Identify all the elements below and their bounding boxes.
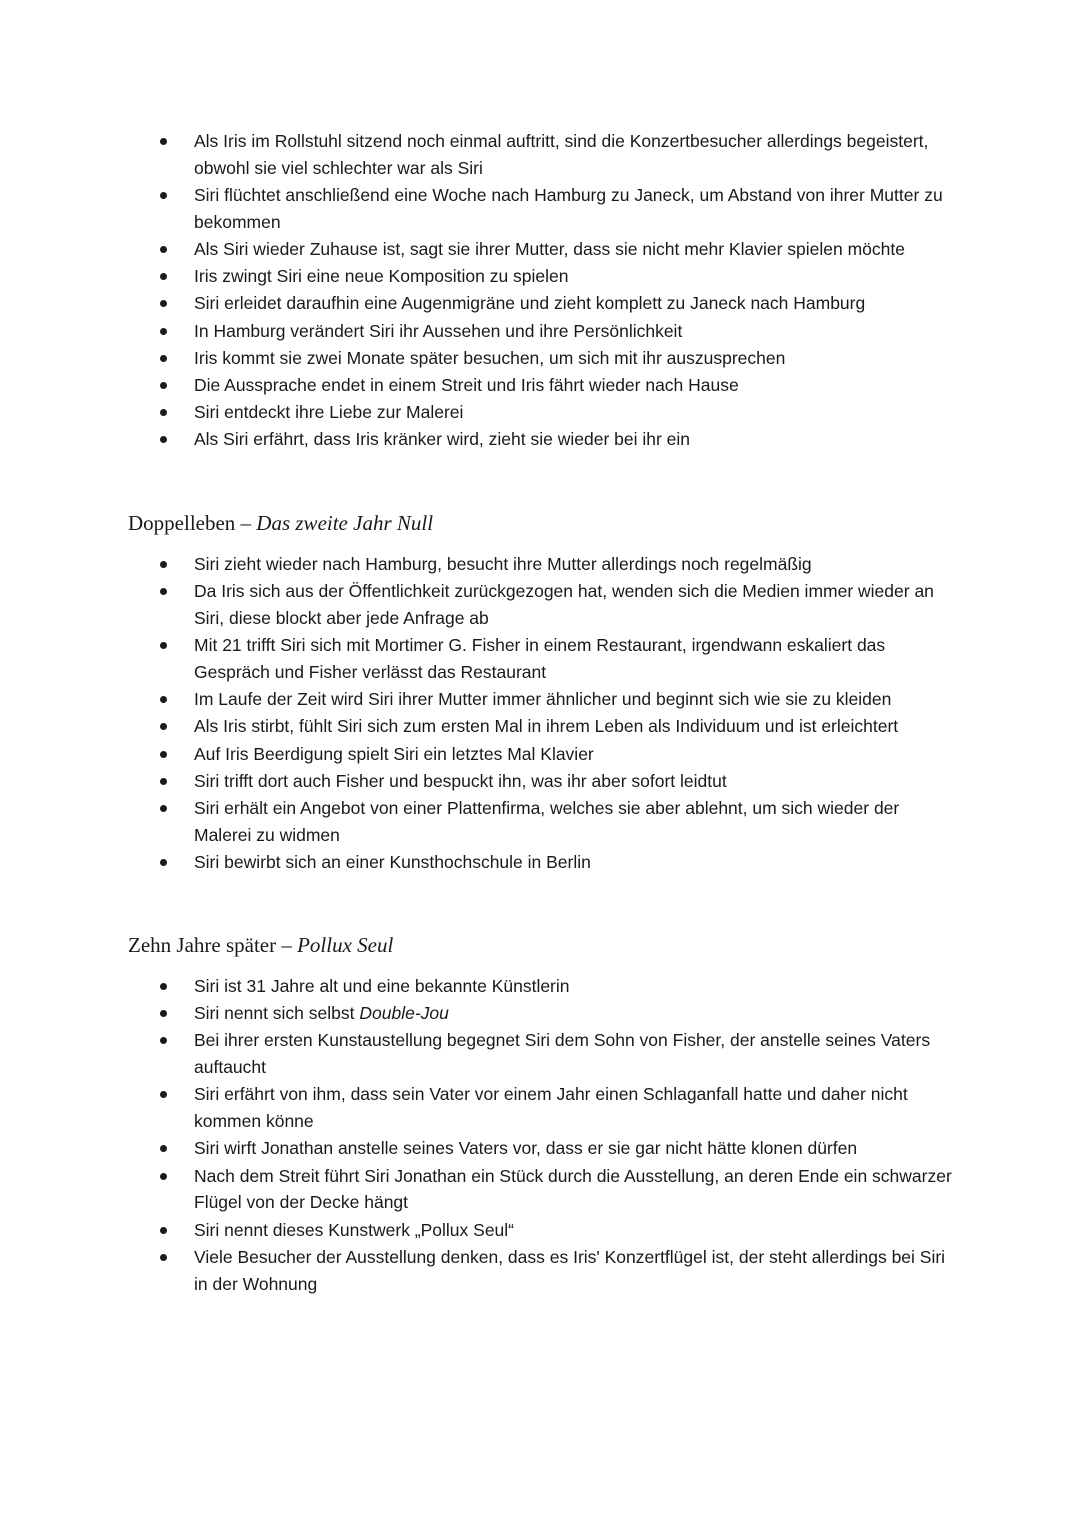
- section-1: [128, 128, 958, 453]
- list-item: Siri entdeckt ihre Liebe zur Malerei: [128, 399, 958, 426]
- bullet-list-1: [128, 128, 958, 453]
- list-item: Auf Iris Beerdigung spielt Siri ein letztes Mal Klavier: [128, 741, 958, 768]
- section-2-subtitle: Das zweite Jahr Null: [256, 511, 434, 535]
- list-item: Siri ist 31 Jahre alt und eine bekannte Künstlerin: [128, 973, 958, 1000]
- list-item: Mit 21 trifft Siri sich mit Mortimer G. Fisher in einem Restaurant, irgendwann eskaliert das Gespräch und Fisher verlässt das Restaurant: [128, 632, 958, 686]
- list-item: Als Iris stirbt, fühlt Siri sich zum ersten Mal in ihrem Leben als Individuum und ist erleichtert: [128, 713, 958, 740]
- list-item: Iris kommt sie zwei Monate später besuchen, um sich mit ihr auszusprechen: [128, 345, 958, 372]
- bullet-list-2: [128, 551, 958, 876]
- section-2-heading: [128, 509, 433, 537]
- list-item: Da Iris sich aus der Öffentlichkeit zurückgezogen hat, wenden sich die Medien immer wieder an Siri, diese blockt aber jede Anfrage ab: [128, 578, 958, 632]
- list-item-emphasis: Double-Jou: [359, 1003, 449, 1024]
- list-item: Als Siri erfährt, dass Iris kränker wird, zieht sie wieder bei ihr ein: [128, 426, 958, 453]
- list-item: In Hamburg verändert Siri ihr Aussehen und ihre Persönlichkeit: [128, 318, 958, 345]
- bullet-list-3: [128, 973, 958, 1297]
- list-item: Viele Besucher der Ausstellung denken, dass es Iris' Konzertflügel ist, der steht allerdings bei Siri in der Wohnung: [128, 1244, 958, 1298]
- list-item: Siri erfährt von ihm, dass sein Vater vor einem Jahr einen Schlaganfall hatte und daher nicht kommen könne: [128, 1081, 958, 1135]
- section-3-heading: [128, 931, 393, 959]
- list-item: Als Iris im Rollstuhl sitzend noch einmal auftritt, sind die Konzertbesucher allerdings begeistert, obwohl sie viel schlechter war als Siri: [128, 128, 958, 182]
- heading-dash: –: [276, 933, 298, 957]
- section-2: [128, 551, 958, 876]
- section-2-title: Doppelleben: [128, 511, 236, 535]
- section-3: [128, 973, 958, 1298]
- section-3-title: Zehn Jahre später: [128, 933, 277, 957]
- list-item: Siri erleidet daraufhin eine Augenmigräne und zieht komplett zu Janeck nach Hamburg: [128, 290, 958, 317]
- list-item: Siri trifft dort auch Fisher und bespuckt ihn, was ihr aber sofort leidtut: [128, 768, 958, 795]
- list-item: Siri wirft Jonathan anstelle seines Vaters vor, dass er sie gar nicht hätte klonen dürfen: [128, 1135, 958, 1162]
- list-item: Bei ihrer ersten Kunstaustellung begegnet Siri dem Sohn von Fisher, der anstelle seines Vaters auftaucht: [128, 1027, 958, 1081]
- section-3-subtitle: Pollux Seul: [297, 933, 394, 957]
- list-item-text: Siri nennt sich selbst: [194, 1003, 360, 1024]
- list-item: Die Aussprache endet in einem Streit und Iris fährt wieder nach Hause: [128, 372, 958, 399]
- heading-dash: –: [235, 511, 257, 535]
- list-item: Im Laufe der Zeit wird Siri ihrer Mutter immer ähnlicher und beginnt sich wie sie zu kleiden: [128, 686, 958, 713]
- list-item: Siri bewirbt sich an einer Kunsthochschule in Berlin: [128, 849, 958, 876]
- list-item: Siri erhält ein Angebot von einer Plattenfirma, welches sie aber ablehnt, um sich wieder der Malerei zu widmen: [128, 795, 958, 849]
- list-item: Siri nennt dieses Kunstwerk „Pollux Seul“: [128, 1217, 958, 1244]
- list-item: Siri flüchtet anschließend eine Woche nach Hamburg zu Janeck, um Abstand von ihrer Mutter zu bekommen: [128, 182, 958, 236]
- list-item: Als Siri wieder Zuhause ist, sagt sie ihrer Mutter, dass sie nicht mehr Klavier spielen möchte: [128, 236, 958, 263]
- list-item: Iris zwingt Siri eine neue Komposition zu spielen: [128, 263, 958, 290]
- list-item: Siri zieht wieder nach Hamburg, besucht ihre Mutter allerdings noch regelmäßig: [128, 551, 958, 578]
- list-item: [128, 1000, 958, 1027]
- list-item: Nach dem Streit führt Siri Jonathan ein Stück durch die Ausstellung, an deren Ende ein schwarzer Flügel von der Decke hängt: [128, 1163, 958, 1217]
